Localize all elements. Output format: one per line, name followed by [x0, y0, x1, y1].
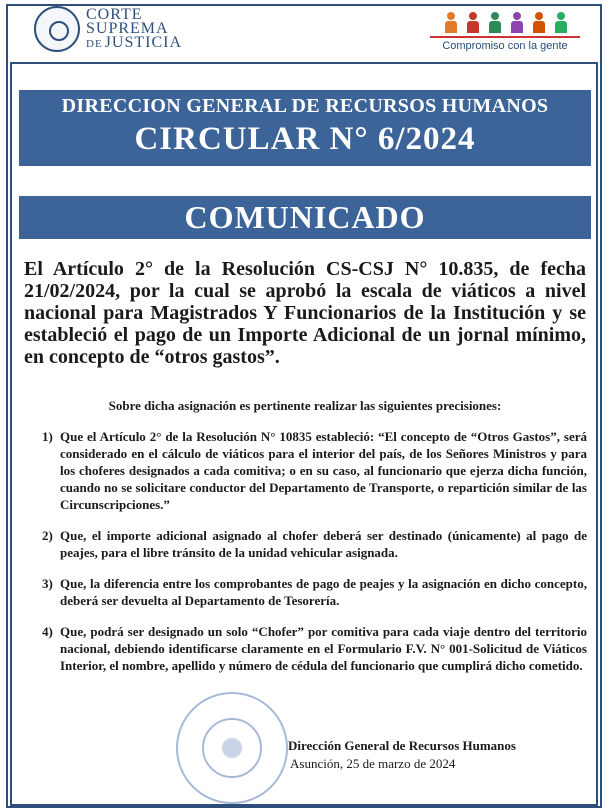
list-item: [42, 527, 587, 561]
list-item: [42, 428, 587, 513]
item-text: Que, la diferencia entre los comprobantes de pago de peajes y la asignación en dicho concepto, deberá ser devuelta al Departamento de Tesorería.: [60, 576, 587, 608]
signature-org: Dirección General de Recursos Humanos: [288, 738, 516, 753]
item-text: Que, el importe adicional asignado al chofer deberá ser destinado (únicamente) al pago de peajes, para el libre tránsito de la unidad vehicular asignada.: [60, 528, 587, 560]
court-name-line3: DE JUSTICIA: [86, 34, 183, 51]
item-text: Que, podrá ser designado un solo “Chofer” por comitiva para cada viaje dentro del territorio nacional, debiendo identificarse claramente en el Formulario F.V. N° 001-Solicitud de Viáticos Interior, el nombre, apellido y número de cédula del funcionario que cumplirá dicho cometido.: [60, 624, 587, 673]
court-name: [86, 8, 182, 51]
title-banner: [19, 90, 591, 166]
item-number: 1): [42, 429, 53, 444]
item-text: Que el Artículo 2° de la Resolución N° 10835 estableció: “El concepto de “Otros Gastos”, será considerado en el cálculo de viáticos para el interior del país, de los Señores Ministros y para los choferes designados a cada comitiva; o en su caso, al funcionario que ejerza dicha función, cuando no se solicitare conductor del Departamento de Transporte, o repartición similar de las Circunscripciones.”: [60, 429, 587, 512]
court-name-line2: SUPREMA: [86, 20, 169, 37]
items-list: [42, 428, 587, 688]
slogan-logo: [430, 6, 580, 56]
slogan: Compromiso con la gente: [442, 40, 568, 52]
court-name-line1: CORTE: [86, 6, 143, 23]
court-logo: [34, 6, 194, 56]
signature-block: [288, 738, 516, 772]
item-number: 4): [42, 624, 53, 639]
notice-banner: COMUNICADO: [19, 196, 591, 239]
slogan-divider: [430, 36, 580, 38]
lead-paragraph: El Artículo 2° de la Resolución CS-CSJ N° 10.835, de fecha 21/02/2024, por la cual se aprobó la escala de viáticos a nivel nacional para Magistrados Y Funcionarios de la Institución y se estableció el pago de un Importe Adicional de un jornal mínimo, en concepto de “otros gastos”.: [24, 258, 586, 368]
item-number: 3): [42, 576, 53, 591]
court-seal-icon: [34, 6, 80, 52]
list-item: [42, 575, 587, 609]
list-item: [42, 623, 587, 674]
department-title: DIRECCION GENERAL DE RECURSOS HUMANOS: [61, 95, 549, 117]
circular-title: CIRCULAR N° 6/2024: [134, 121, 476, 157]
official-stamp-icon: [176, 692, 288, 804]
intro-text: Sobre dicha asignación es pertinente realizar las siguientes precisiones:: [108, 398, 502, 413]
item-number: 2): [42, 528, 53, 543]
people-icon: [440, 6, 570, 36]
signature-place-date: Asunción, 25 de marzo de 2024: [290, 756, 456, 771]
